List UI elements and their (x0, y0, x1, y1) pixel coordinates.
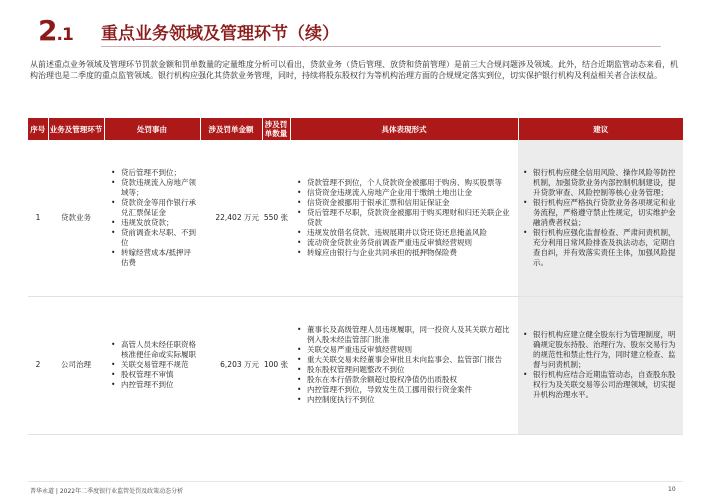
reason-item: • 贷款资金等用作银行承兑汇票保证金 (110, 198, 197, 218)
detail-item: • 贷款管理不到位，个人贷款资金被挪用于购房、购买股票等 (296, 178, 514, 188)
section-number-sub: .1 (56, 25, 73, 45)
row-reasons (104, 140, 200, 296)
header-area: 业务及管理环节 (48, 118, 104, 140)
row-count: 550 张 (262, 140, 290, 296)
penalty-table (28, 118, 683, 435)
row-amount: 6,203 万元 (200, 296, 262, 434)
table-row (28, 296, 683, 434)
reason-item: • 贷后管理不到位； (110, 168, 197, 178)
footer-text: 普华永道 | 2022年二季度银行业监管处罚及政策动态分析 (30, 488, 184, 495)
section-number-main: 2 (38, 14, 57, 47)
table-row (28, 140, 683, 296)
section-number (38, 14, 73, 47)
row-suggestions (518, 296, 683, 434)
reason-item: • 违规发放贷款； (110, 218, 197, 228)
row-amount: 22,402 万元 (200, 140, 262, 296)
detail-item: • 流动资金贷款业务贷前调查严重违反审慎经营规则 (296, 238, 514, 248)
header-suggestion: 建议 (518, 118, 683, 140)
page-title: 重点业务领域及管理环节（续） (101, 24, 339, 44)
intro-paragraph: 从前述重点业务领域及管理环节罚款金额和罚单数量的定量维度分析可以看出，贷款业务（贷后管理、放贷和贷前管理）是前三大合规问题涉及领域。此外，结合近期监管动态来看，机构治理也是二季度的重点监管领域。银行机构应强化其贷款业务管理，同时，持续将股东股权行为等机构治理方面的合规规定落实到位，切实保护银行机构及利益相关者合法权益。 (30, 60, 678, 80)
header-no: 序号 (28, 118, 48, 140)
detail-item: • 贷后管理不尽职，贷款资金被挪用于购买理财和归还关联企业贷款 (296, 208, 514, 228)
detail-item: • 信贷资金被挪用于银承汇票和信用证保证金 (296, 198, 514, 208)
suggestion-item: • 银行机构应严格执行贷款业务各项规定和业务流程，严格遵守禁止性规定，切实维护金融消费者权益； (522, 198, 678, 228)
suggestion-item: • 银行机构应强化监督检查、严肃问责机制，充分利用日常风险排查及执法动态，定期自查自纠，并有效落实责任主体，加强风险提示。 (522, 228, 678, 268)
suggestion-item: • 银行机构应建立健全股东行为管理制度，明确规定股东持股、治理行为、股东交易行为的规范性和禁止性行为，同时建立检查、监督与问责机制； (522, 330, 678, 370)
detail-item: • 董事长及高级管理人员违规履职，同一投资人及其关联方超比例入股未经监管部门批准 (296, 325, 514, 345)
detail-item: • 股东股权管理问题整改不到位 (296, 365, 514, 375)
reason-item: • 转嫁经营成本/抵押评估费 (110, 248, 197, 268)
title-divider (101, 46, 661, 47)
reason-item: • 内控管理不到位 (110, 380, 197, 390)
detail-item: • 关联交易严重违反审慎经营规则 (296, 345, 514, 355)
row-details (290, 296, 518, 434)
page-number: 10 (668, 486, 676, 493)
detail-item: • 重大关联交易未经董事会审批且未向监事会、监管部门报告 (296, 355, 514, 365)
detail-item: • 违规发放借名贷款、违规展期并以贷还贷还息掩盖风险 (296, 228, 514, 238)
header-reason: 处罚事由 (104, 118, 200, 140)
reason-item: • 股权管理不审慎 (110, 370, 197, 380)
row-details (290, 140, 518, 296)
row-no: 1 (28, 140, 48, 296)
header-count: 涉及罚单数量 (262, 118, 290, 140)
row-count: 100 张 (262, 296, 290, 434)
row-reasons (104, 296, 200, 434)
page-header (0, 0, 710, 52)
footer-divider (28, 481, 683, 482)
table-header-row (28, 118, 683, 140)
row-area: 贷款业务 (48, 140, 104, 296)
reason-item: • 贷前调查未尽职、不到位 (110, 228, 197, 248)
suggestion-item: • 银行机构应健全信用风险、操作风险等防控机制，加强贷款业务内部控制机制建设，提升贷款审查、风险控制等核心业务管理； (522, 168, 678, 198)
detail-item: • 股东在本行借款余额超过股权净值仍出质股权 (296, 375, 514, 385)
reason-item: • 高管人员未经任职资格核准便任命或实际履职 (110, 340, 197, 360)
header-detail: 具体表现形式 (290, 118, 518, 140)
detail-item: • 内控制度执行不到位 (296, 395, 514, 405)
detail-item: • 内控管理不到位，导致发生员工挪用银行资金案件 (296, 385, 514, 395)
header-amount: 涉及罚单金额 (200, 118, 262, 140)
reason-item: • 关联交易管理不规范 (110, 360, 197, 370)
row-suggestions (518, 140, 683, 296)
reason-item: • 贷款违规流入房地产领域等； (110, 178, 197, 198)
suggestion-item: • 银行机构应结合近期监管动态，自查股东股权行为及关联交易等公司治理领域，切实提升机构治理水平。 (522, 370, 678, 400)
detail-item: • 信贷资金违规流入房地产企业用于缴纳土地出让金 (296, 188, 514, 198)
detail-item: • 转嫁应由银行与企业共同承担的抵押物保险费 (296, 248, 514, 258)
row-no: 2 (28, 296, 48, 434)
row-area: 公司治理 (48, 296, 104, 434)
